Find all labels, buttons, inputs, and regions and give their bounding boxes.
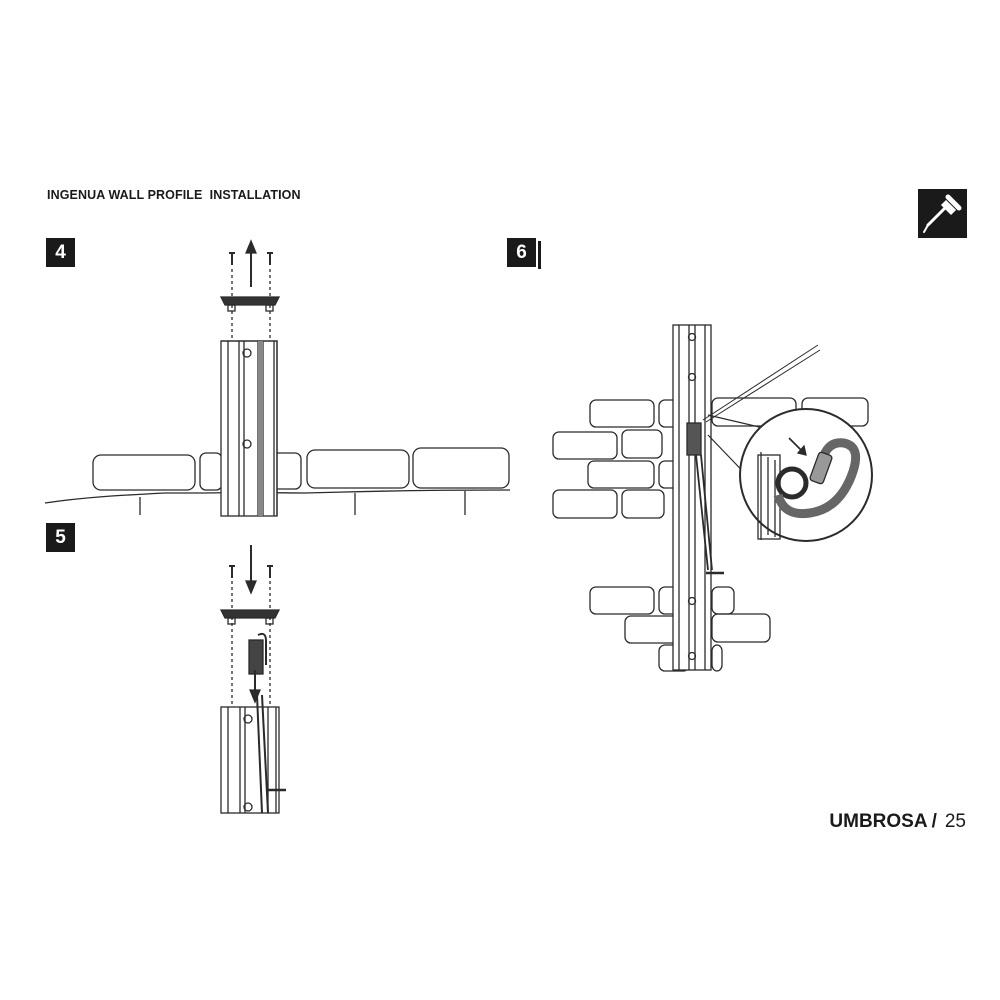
screw-right (267, 253, 273, 265)
brand-name: UMBROSA (829, 811, 928, 832)
step-6-divider (538, 241, 541, 269)
tool-badge (918, 189, 967, 238)
screw-left (229, 253, 235, 265)
detail-callout (740, 409, 872, 541)
step-6-illustration (548, 325, 908, 675)
step-4-illustration (45, 235, 510, 520)
screwdriver-icon (918, 189, 967, 238)
footer-separator: / (931, 811, 937, 832)
step-6-badge: 6 (507, 238, 536, 267)
page-number: 25 (944, 811, 966, 832)
wall-profile (221, 341, 277, 516)
section-title: INGENUA WALL PROFILE INSTALLATION (47, 188, 301, 202)
page-footer (829, 811, 966, 833)
step-4-badge: 4 (46, 238, 75, 267)
step-5-badge: 5 (46, 523, 75, 552)
step-5-illustration (210, 545, 300, 813)
